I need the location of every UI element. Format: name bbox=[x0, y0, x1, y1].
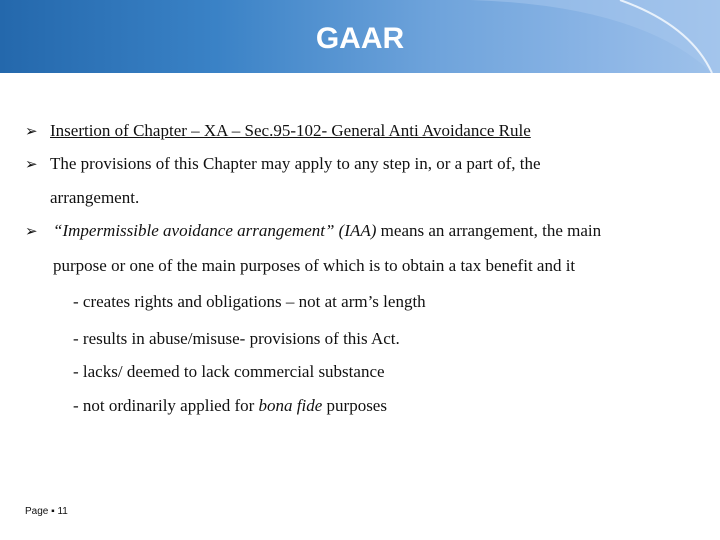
title-banner bbox=[0, 0, 720, 73]
arrow-bullet-icon: ➢ bbox=[25, 222, 38, 240]
bona-fide-term: bona fide bbox=[258, 396, 323, 415]
iaa-term: “Impermissible avoidance arrangement” (IAA) bbox=[53, 221, 377, 240]
sub-item bbox=[73, 396, 387, 416]
sub-item-post: purposes bbox=[322, 396, 387, 415]
sub-item: - results in abuse/misuse- provisions of this Act. bbox=[73, 329, 400, 348]
bullet-text: The provisions of this Chapter may apply to any step in, or a part of, the bbox=[50, 154, 541, 173]
sub-item: - lacks/ deemed to lack commercial substance bbox=[73, 362, 385, 381]
sub-item-pre: - not ordinarily applied for bbox=[73, 396, 259, 415]
bullet-rest: means an arrangement, the main bbox=[376, 221, 602, 240]
bullet-text: Insertion of Chapter – XA – Sec.95-102- General Anti Avoidance Rule bbox=[50, 121, 531, 140]
arrow-bullet-icon: ➢ bbox=[25, 122, 38, 140]
arrow-bullet-icon: ➢ bbox=[25, 155, 38, 173]
sub-item: - creates rights and obligations – not at arm’s length bbox=[73, 292, 426, 311]
bullet-text bbox=[53, 221, 601, 241]
bullet-text: arrangement. bbox=[50, 188, 140, 207]
bullet-text: purpose or one of the main purposes of which is to obtain a tax benefit and it bbox=[53, 256, 576, 275]
page-title: GAAR bbox=[315, 22, 405, 55]
page-number: Page ▪ 11 bbox=[25, 506, 68, 517]
